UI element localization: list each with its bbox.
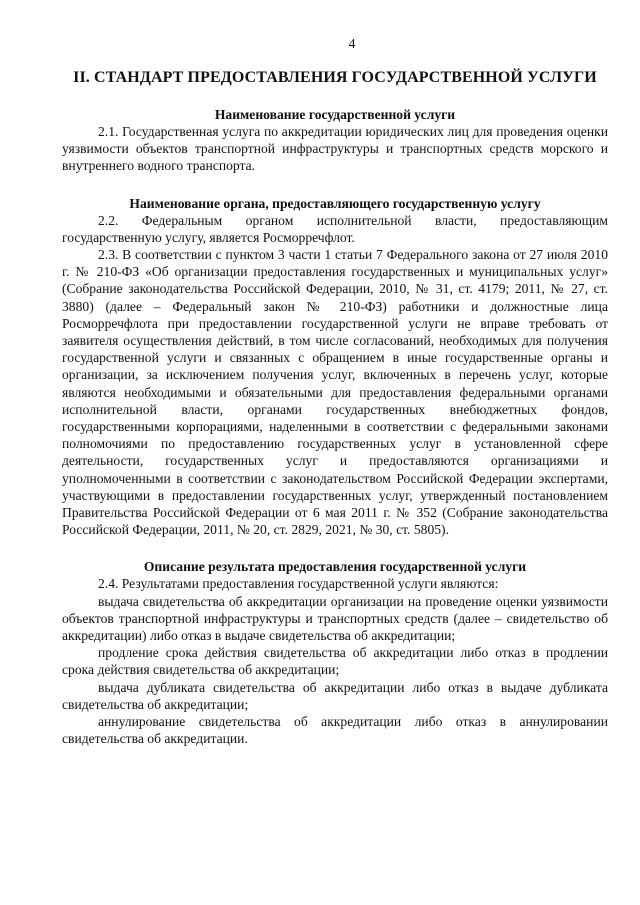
paragraph-2-1: 2.1. Государственная услуга по аккредитации юридических лиц для проведения оценки уязвимости объектов транспортной инфраструктуры и транспортных средств морского и внутреннего водного транспорта.	[62, 124, 608, 174]
paragraph-2-4: 2.4. Результатами предоставления государственной услуги являются:	[98, 576, 499, 592]
paragraph-2-2: 2.2. Федеральным органом исполнительной власти, предоставляющим государственную услугу, является Росморречфлот.	[62, 212, 608, 245]
page-number: 4	[348, 36, 356, 51]
heading-result-description: Описание результата предоставления государственной услуги	[143, 559, 527, 575]
result-item-issue: выдача свидетельства об аккредитации организации на проведение оценки уязвимости объектов транспортной инфраструктуры и транспортных средств (далее – свидетельство об аккредитации) либо отказ в выдаче свидетельства об аккредитации;	[62, 593, 608, 644]
result-item-annulment: аннулирование свидетельства об аккредитации либо отказ в аннулировании свидетельства об аккредитации.	[62, 714, 608, 747]
block-service-name	[62, 106, 608, 175]
section-title: II. СТАНДАРТ ПРЕДОСТАВЛЕНИЯ ГОСУДАРСТВЕННОЙ УСЛУГИ	[73, 69, 597, 86]
heading-authority-name: Наименование органа, предоставляющего государственную услугу	[129, 195, 541, 211]
result-item-extension: продление срока действия свидетельства об аккредитации либо отказ в продлении срока действия свидетельства об аккредитации;	[62, 645, 608, 678]
result-item-duplicate: выдача дубликата свидетельства об аккредитации либо отказ в выдаче дубликата свидетельства об аккредитации;	[62, 679, 608, 712]
block-authority-name	[62, 195, 608, 539]
paragraph-2-3: 2.3. В соответствии с пунктом 3 части 1 статьи 7 Федерального закона от 27 июля 2010 г. № 210-ФЗ «Об организации предоставления государственных и муниципальных услуг» (Собрание законодательства Российской Федерации, 2010, № 31, ст. 4179; 2011, № 27, ст. 3880) (далее – Федеральный закон № 210-ФЗ) работники и должностные лица Росморречфлота при предоставлении государственной услуги не вправе требовать от заявителя осуществления действий, в том числе согласований, необходимых для получения государственной услуги и связанных с обращением в иные государственные органы и организации, за исключением получения услуг, включенных в перечень услуг, которые являются необходимыми и обязательными для предоставления федеральными органами исполнительной власти, органами государственных внебюджетных фондов, государственными корпорациями, наделенными в соответствии с федеральными законами полномочиями по предоставлению государственных услуг в установленной сфере деятельности, государственных услуг и предоставляются организациями и уполномоченными в соответствии с законодательством Российской Федерации экспертами, участвующими в предоставлении государственных услуг, утвержденный постановлением Правительства Российской Федерации от 6 мая 2011 г. № 352 (Собрание законодательства Российской Федерации, 2011, № 20, ст. 2829, 2021, № 30, ст. 5805).	[62, 247, 608, 538]
heading-service-name: Наименование государственной услуги	[214, 107, 456, 122]
block-result-description	[62, 558, 608, 747]
